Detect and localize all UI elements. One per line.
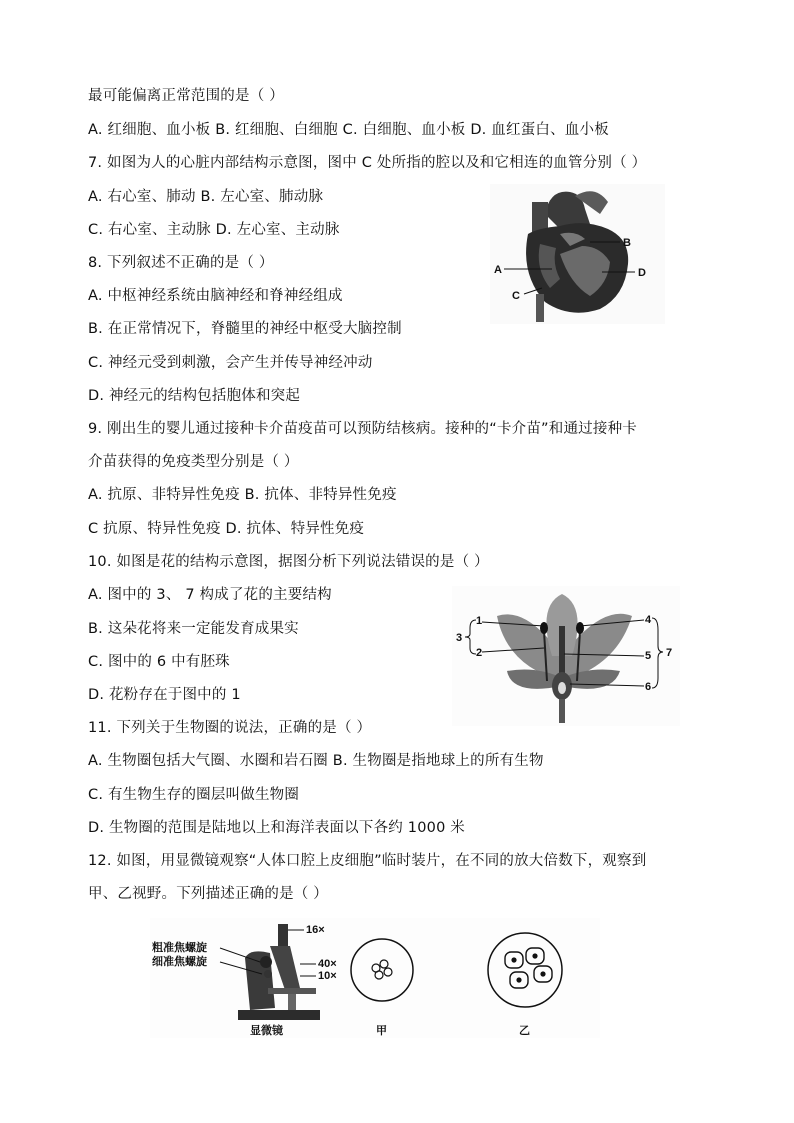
text-line: C. 神经元受到刺激，会产生并传导神经冲动 bbox=[88, 355, 373, 371]
text-line: 9. 刚出生的婴儿通过接种卡介苗疫苗可以预防结核病。接种的“卡介苗”和通过接种卡 bbox=[88, 421, 637, 437]
heart-diagram bbox=[490, 184, 665, 324]
text-line: 介苗获得的免疫类型分别是（ ） bbox=[88, 454, 299, 470]
heart-label-d: D bbox=[638, 267, 646, 279]
fine-focus-label: 细准焦螺旋 bbox=[152, 955, 207, 968]
text-line: B. 这朵花将来一定能发育成果实 bbox=[88, 621, 299, 637]
text-line: C. 有生物生存的圈层叫做生物圈 bbox=[88, 787, 300, 803]
eyepiece-label: 16× bbox=[306, 924, 325, 936]
heart-illustration bbox=[490, 184, 665, 324]
text-line: A. 抗原、非特异性免疫 B. 抗体、非特异性免疫 bbox=[88, 487, 397, 503]
text-line: A. 红细胞、血小板 B. 红细胞、白细胞 C. 白细胞、血小板 D. 血红蛋白、血小板 bbox=[88, 122, 609, 138]
text-line: D. 花粉存在于图中的 1 bbox=[88, 687, 241, 703]
heart-label-c: C bbox=[512, 290, 520, 302]
flower-label-6: 6 bbox=[645, 681, 652, 693]
text-line: 最可能偏离正常范围的是（ ） bbox=[88, 88, 284, 104]
text-line: 11. 下列关于生物圈的说法，正确的是（ ） bbox=[88, 720, 372, 736]
microscope-illustration bbox=[150, 918, 600, 1038]
flower-label-1: 1 bbox=[476, 615, 483, 627]
text-line: C. 图中的 6 中有胚珠 bbox=[88, 654, 230, 670]
text-line: 10. 如图是花的结构示意图，据图分析下列说法错误的是（ ） bbox=[88, 554, 489, 570]
flower-label-7: 7 bbox=[666, 647, 673, 659]
microscope-diagram bbox=[150, 918, 600, 1038]
coarse-focus-label: 粗准焦螺旋 bbox=[152, 941, 207, 954]
text-line: D. 神经元的结构包括胞体和突起 bbox=[88, 388, 301, 404]
heart-label-a: A bbox=[494, 264, 502, 276]
text-line: C 抗原、特异性免疫 D. 抗体、特异性免疫 bbox=[88, 521, 365, 537]
text-line: A. 右心室、肺动 B. 左心室、肺动脉 bbox=[88, 189, 324, 205]
text-line: B. 在正常情况下，脊髓里的神经中枢受大脑控制 bbox=[88, 321, 402, 337]
flower-label-3: 3 bbox=[456, 632, 463, 644]
view-b-label: 乙 bbox=[519, 1024, 530, 1037]
flower-label-5: 5 bbox=[645, 650, 652, 662]
flower-illustration bbox=[452, 586, 680, 726]
text-line: 12. 如图，用显微镜观察“人体口腔上皮细胞”临时装片，在不同的放大倍数下，观察到 bbox=[88, 853, 647, 869]
objective-high-label: 40× bbox=[318, 958, 337, 970]
text-line: C. 右心室、主动脉 D. 左心室、主动脉 bbox=[88, 222, 340, 238]
flower-label-2: 2 bbox=[476, 647, 483, 659]
text-line: 8. 下列叙述不正确的是（ ） bbox=[88, 255, 274, 271]
heart-label-b: B bbox=[623, 237, 631, 249]
text-line: A. 生物圈包括大气圈、水圈和岩石圈 B. 生物圈是指地球上的所有生物 bbox=[88, 753, 544, 769]
text-line: A. 中枢神经系统由脑神经和脊神经组成 bbox=[88, 288, 343, 304]
view-a-label: 甲 bbox=[376, 1024, 387, 1037]
flower-label-4: 4 bbox=[645, 614, 652, 626]
text-line: A. 图中的 3、 7 构成了花的主要结构 bbox=[88, 587, 332, 603]
text-line: D. 生物圈的范围是陆地以上和海洋表面以下各约 1000 米 bbox=[88, 820, 466, 836]
microscope-caption: 显微镜 bbox=[250, 1024, 283, 1037]
text-line: 7. 如图为人的心脏内部结构示意图，图中 C 处所指的腔以及和它相连的血管分别（ ） bbox=[88, 155, 647, 171]
text-line: 甲、乙视野。下列描述正确的是（ ） bbox=[88, 886, 329, 902]
flower-diagram bbox=[452, 586, 680, 726]
objective-low-label: 10× bbox=[318, 970, 337, 982]
